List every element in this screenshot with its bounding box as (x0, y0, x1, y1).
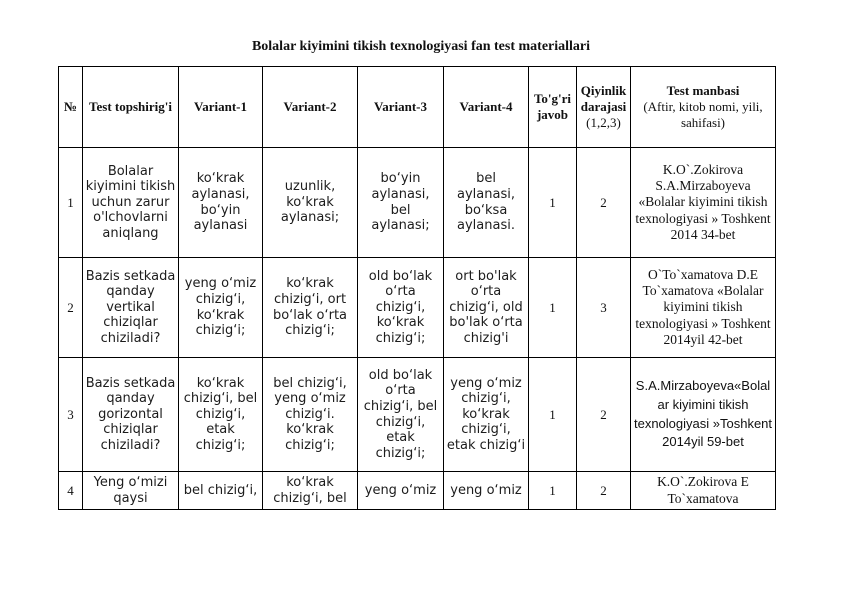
task-cell: Bazis setkada qanday vertikal chiziqlar chiziladi? (83, 258, 179, 358)
variant-2-cell: bel chizig‘i, yeng o‘miz chizig‘i. ko‘krak chizig‘i; (263, 358, 358, 472)
page-title: Bolalar kiyimini tikish texnologiyasi fan test materiallari (251, 39, 591, 54)
header-difficulty-scale: (1,2,3) (586, 114, 621, 130)
variant-4-cell: ort bo'lak o‘rta chizig‘i, old bo'lak o‘rta chizig'i (444, 258, 529, 358)
variant-3-cell: yeng o‘miz (358, 472, 444, 510)
source-cell: K.O`.Zokirova S.A.Mirzaboyeva «Bolalar kiyimini tikish texnologiyasi » Toshkent 2014 34-bet (631, 148, 776, 258)
variant-3-cell: old bo‘lak o‘rta chizig‘i, ko‘krak chizig‘i; (358, 258, 444, 358)
variant-2-cell: uzunlik, ko‘krak aylanasi; (263, 148, 358, 258)
task-cell: Yeng o‘mizi qaysi (83, 472, 179, 510)
table-row (59, 258, 776, 358)
header-variant-1: Variant-1 (179, 67, 263, 148)
header-source-sub: (Aftir, kitob nomi, yili, sahifasi) (643, 99, 763, 130)
correct-answer-cell: 1 (529, 258, 577, 358)
row-number-cell: 1 (59, 148, 83, 258)
variant-3-cell: bo‘yin aylanasi, bel aylanasi; (358, 148, 444, 258)
header-source-label: Test manbasi (666, 83, 740, 99)
table-row (59, 472, 776, 510)
header-difficulty (577, 67, 631, 148)
header-difficulty-label: Qiyinlik darajasi (580, 83, 627, 115)
test-materials-table (58, 66, 776, 510)
variant-4-cell: yeng o‘miz chizig‘i, ko‘krak chizig‘i, etak chizig‘i (444, 358, 529, 472)
variant-1-cell: ko‘krak chizig‘i, bel chizig‘i, etak chizig‘i; (179, 358, 263, 472)
header-correct-answer: To'g'ri javob (529, 67, 577, 148)
task-cell: Bolalar kiyimini tikish uchun zarur o'lchovlarni aniqlang (83, 148, 179, 258)
difficulty-cell: 2 (577, 472, 631, 510)
variant-1-cell: yeng o‘miz chizig‘i, ko‘krak chizig‘i; (179, 258, 263, 358)
variant-3-cell: old bo‘lak o‘rta chizig‘i, bel chizig‘i, etak chizig‘i; (358, 358, 444, 472)
variant-2-cell: ko‘krak chizig‘i, ort bo‘lak o‘rta chizig‘i; (263, 258, 358, 358)
difficulty-cell: 3 (577, 258, 631, 358)
correct-answer-cell: 1 (529, 472, 577, 510)
variant-4-cell: yeng o‘miz (444, 472, 529, 510)
row-number-cell: 3 (59, 358, 83, 472)
table-row (59, 358, 776, 472)
table-row (59, 148, 776, 258)
variant-2-cell: ko‘krak chizig‘i, bel (263, 472, 358, 510)
header-row (59, 67, 776, 148)
variant-1-cell: ko‘krak aylanasi, bo‘yin aylanasi (179, 148, 263, 258)
source-cell: K.O`.Zokirova E To`xamatova (631, 472, 776, 510)
correct-answer-cell: 1 (529, 358, 577, 472)
header-task: Test topshirig'i (83, 67, 179, 148)
difficulty-cell: 2 (577, 148, 631, 258)
row-number-cell: 2 (59, 258, 83, 358)
variant-4-cell: bel aylanasi, bo‘ksa aylanasi. (444, 148, 529, 258)
header-source (631, 67, 776, 148)
header-variant-4: Variant-4 (444, 67, 529, 148)
row-number-cell: 4 (59, 472, 83, 510)
header-num: № (59, 67, 83, 148)
variant-1-cell: bel chizig‘i, (179, 472, 263, 510)
header-variant-2: Variant-2 (263, 67, 358, 148)
source-cell: S.A.Mirzaboyeva«Bolalar kiyimini tikish texnologiyasi »Toshkent 2014yil 59-bet (631, 358, 776, 472)
difficulty-cell: 2 (577, 358, 631, 472)
header-variant-3: Variant-3 (358, 67, 444, 148)
correct-answer-cell: 1 (529, 148, 577, 258)
task-cell: Bazis setkada qanday gorizontal chiziqlar chiziladi? (83, 358, 179, 472)
source-cell: O`To`xamatova D.E To`xamatova «Bolalar kiyimini tikish texnologiyasi » Toshkent 2014yil 42-bet (631, 258, 776, 358)
